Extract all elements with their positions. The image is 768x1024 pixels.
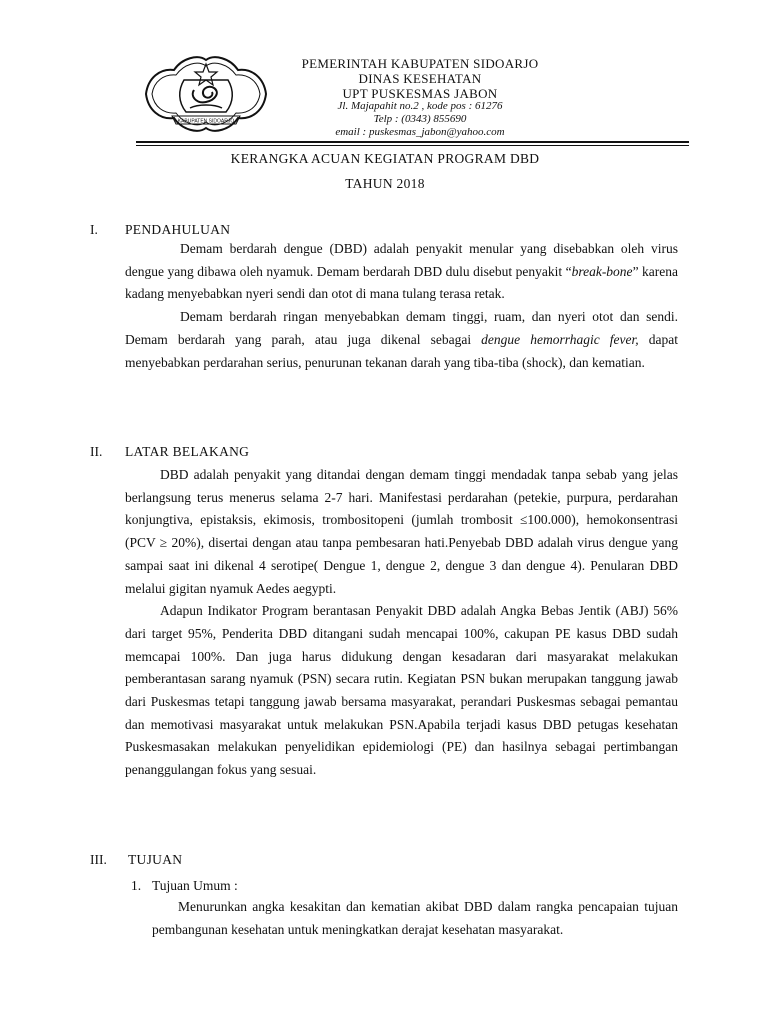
header-line-1: PEMERINTAH KABUPATEN SIDOARJO: [301, 56, 539, 71]
header-line-3: UPT PUSKESMAS JABON: [342, 86, 498, 101]
section-3-item-text: Menurunkan angka kesakitan dan kematian akibat DBD dalam rangka pencapaian tujuan pembangunan kesehatan untuk meningkatkan derajat kesehatan masyarakat.: [152, 899, 678, 937]
section-2-numeral: II.: [90, 444, 103, 459]
header-rule-thick: [136, 141, 689, 143]
section-3-heading: TUJUAN: [128, 852, 183, 867]
header-email: email : puskesmas_jabon@yahoo.com: [335, 126, 505, 138]
header-phone: Telp : (0343) 855690: [373, 113, 467, 125]
section-3-numeral: III.: [90, 852, 107, 867]
section-3-item-label: Tujuan Umum :: [152, 878, 238, 893]
section-1-body: [125, 238, 678, 374]
document-title: KERANGKA ACUAN KEGIATAN PROGRAM DBD: [230, 151, 540, 166]
section-1-heading: PENDAHULUAN: [125, 222, 231, 237]
section-3-item-number: 1.: [131, 878, 142, 893]
header-rule-thin: [136, 145, 689, 146]
document-year: TAHUN 2018: [345, 176, 425, 191]
section-2-paragraph-1: DBD adalah penyakit yang ditandai dengan demam tinggi mendadak tanpa sebab yang jelas berlangsung terus menerus selama 2-7 hari. Manifestasi perdarahan (petekie, purpura, perdarahan konjungtiva, epistaksis, ekimosis, trombositopeni (jumlah trombosit ≤100.000), hemokonsentrasi (PCV ≥ 20%), disertai dengan atau tanpa pembesaran hati.Penyebab DBD adalah virus dengue yang sampai saat ini dikenal 4 serotipe( Dengue 1, dengue 2, dengue 3 dan dengue 4). Penularan DBD melalui gigitan nyamuk Aedes aegypti.: [125, 467, 678, 596]
section-2-heading: LATAR BELAKANG: [125, 444, 250, 459]
section-3-item-body: [152, 896, 678, 941]
section-1-paragraph-2: Demam berdarah ringan menyebabkan demam tinggi, ruam, dan nyeri otot dan sendi. Demam berdarah yang parah, atau juga dikenal sebagai dengue hemorrhagic fever, dapat menyebabkan perdarahan serius, penurunan tekanan darah yang tiba-tiba (shock), dan kematian.: [125, 309, 678, 370]
emblem-text: KABUPATEN SIDOARJO: [177, 118, 235, 125]
header-line-2: DINAS KESEHATAN: [358, 71, 482, 86]
section-1-numeral: I.: [90, 222, 98, 237]
section-2-body: [125, 464, 678, 782]
header-address: Jl. Majapahit no.2 , kode pos : 61276: [337, 100, 503, 112]
section-2-paragraph-2: Adapun Indikator Program berantasan Penyakit DBD adalah Angka Bebas Jentik (ABJ) 56% dari target 95%, Penderita DBD ditangani sudah mencapai 100%, cakupan PE kasus DBD sudah memcapai 100%. Dan juga harus didukung dengan kesadaran dari masyarakat melakukan pemberantasan sarang nyamuk (PSN) secara rutin. Kegiatan PSN bukan merupakan tanggung jawab dari Puskesmas tetapi tanggung jawab bersama masyarakat, perandari Puskesmas sebagai pemantau dan memotivasi masyarakat untuk melakukan PSN.Apabila terjadi kasus DBD petugas kesehatan Puskesmasakan melakukan penyelidikan epidemiologi (PE) dan hasilnya sebagai pertimbangan penanggulangan fokus yang sesuai.: [125, 603, 678, 778]
section-1-paragraph-1: Demam berdarah dengue (DBD) adalah penyakit menular yang disebabkan oleh virus dengue yang dibawa oleh nyamuk. Demam berdarah DBD dulu disebut penyakit “break-bone” karena kadang menyebabkan nyeri sendi dan otot di mana tulang terasa retak.: [125, 241, 679, 302]
